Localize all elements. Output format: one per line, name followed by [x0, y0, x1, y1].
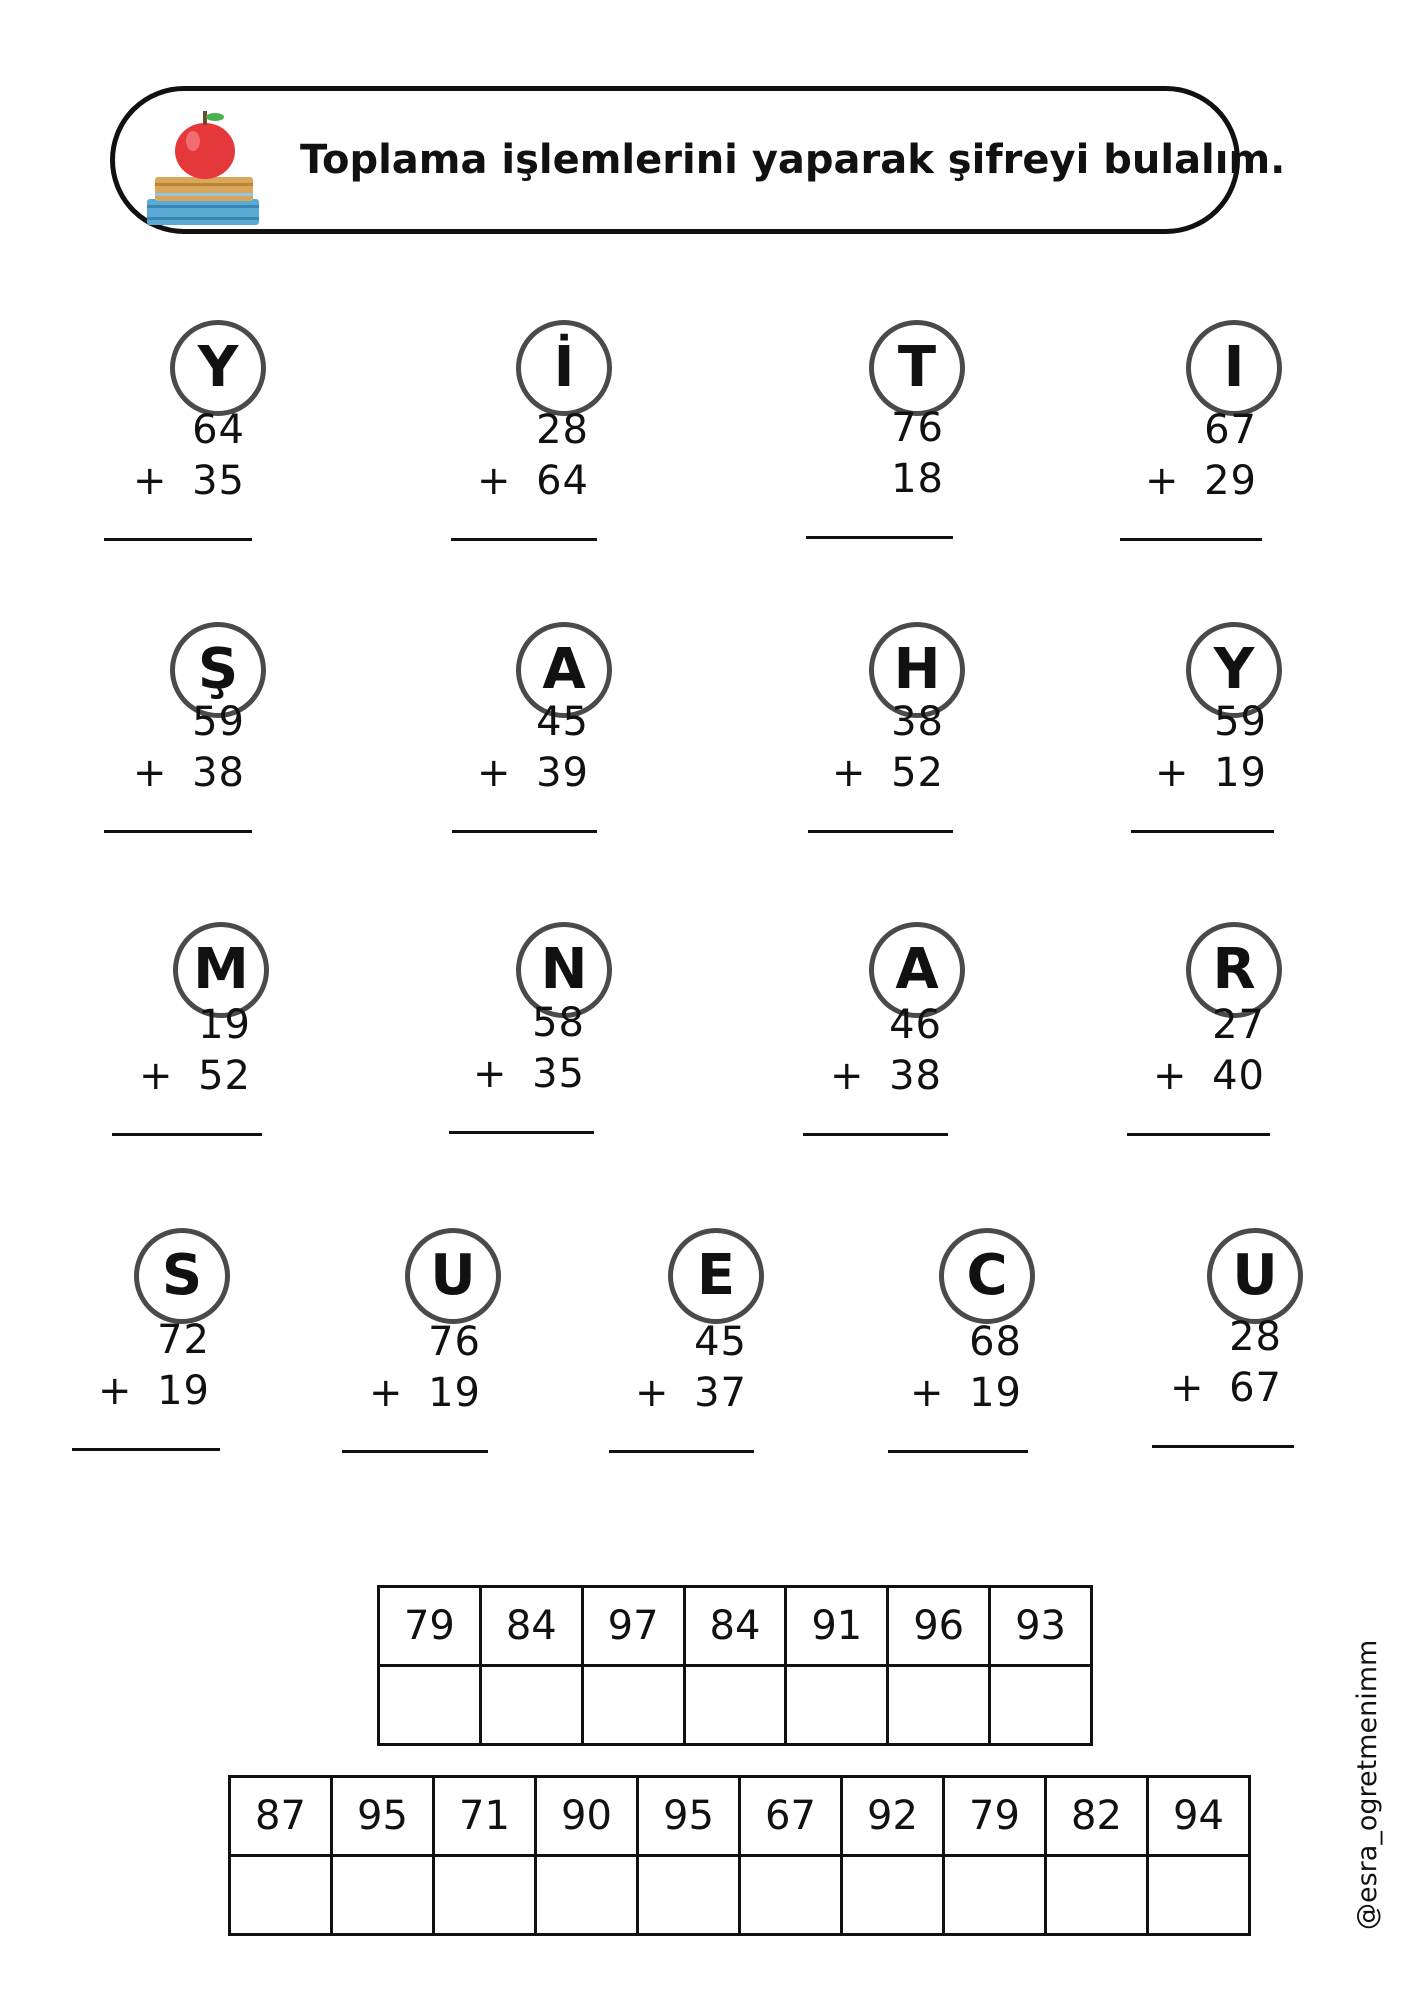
letter-circle: A: [516, 622, 612, 718]
addend-top: 27: [1212, 1002, 1265, 1048]
addend-bottom: 37: [694, 1370, 747, 1416]
plus-sign: +: [1155, 750, 1189, 796]
code-number-cell: 84: [684, 1587, 786, 1666]
plus-sign: +: [832, 750, 866, 796]
addend-bottom: 18: [891, 456, 944, 502]
answer-line: [1127, 1133, 1270, 1136]
code-number-cell: 82: [1046, 1777, 1148, 1856]
addend-bottom: 19: [969, 1370, 1022, 1416]
code-answer-cell[interactable]: [990, 1666, 1092, 1745]
code-answer-cell[interactable]: [944, 1856, 1046, 1935]
addend-top: 28: [1229, 1314, 1282, 1360]
letter-circle: N: [516, 922, 612, 1018]
addend-bottom: 19: [1214, 750, 1267, 796]
letter-circle: H: [869, 622, 965, 718]
code-number-cell: 79: [944, 1777, 1046, 1856]
answer-line: [888, 1450, 1028, 1453]
addend-bottom: 38: [889, 1053, 942, 1099]
addend-bottom: 38: [192, 750, 245, 796]
letter-circle: S: [134, 1228, 230, 1324]
addend-top: 45: [536, 699, 589, 745]
code-number-cell: 94: [1148, 1777, 1250, 1856]
code-table-top: [377, 1585, 1093, 1746]
code-number-cell: 71: [434, 1777, 536, 1856]
code-answer-cell[interactable]: [1148, 1856, 1250, 1935]
code-number-cell: 96: [888, 1587, 990, 1666]
code-answer-cell[interactable]: [480, 1666, 582, 1745]
plus-sign: +: [1153, 1053, 1187, 1099]
code-number-cell: 91: [786, 1587, 888, 1666]
code-answer-cell[interactable]: [536, 1856, 638, 1935]
code-number-cell: 90: [536, 1777, 638, 1856]
plus-sign: +: [1170, 1365, 1204, 1411]
addend-bottom: 67: [1229, 1365, 1282, 1411]
letter-circle: İ: [516, 320, 612, 416]
addend-top: 59: [1214, 699, 1267, 745]
answer-line: [452, 830, 597, 833]
plus-sign: +: [98, 1368, 132, 1414]
addend-top: 28: [536, 407, 589, 453]
letter-circle: Y: [170, 320, 266, 416]
letter-circle: R: [1186, 922, 1282, 1018]
code-answer-cell[interactable]: [230, 1856, 332, 1935]
code-answer-cell[interactable]: [379, 1666, 481, 1745]
code-answer-cell[interactable]: [740, 1856, 842, 1935]
letter-circle: I: [1186, 320, 1282, 416]
answer-line: [609, 1450, 754, 1453]
code-number-cell: 92: [842, 1777, 944, 1856]
addend-bottom: 52: [891, 750, 944, 796]
code-answer-cell[interactable]: [842, 1856, 944, 1935]
plus-sign: +: [477, 458, 511, 504]
letter-circle: C: [939, 1228, 1035, 1324]
plus-sign: +: [133, 458, 167, 504]
plus-sign: +: [473, 1051, 507, 1097]
credit-handle: @esra_ogretmenimm: [1352, 1639, 1383, 1930]
answer-line: [1120, 538, 1262, 541]
code-number-cell: 93: [990, 1587, 1092, 1666]
code-number-cell: 87: [230, 1777, 332, 1856]
code-answer-cell[interactable]: [888, 1666, 990, 1745]
addend-bottom: 52: [198, 1053, 251, 1099]
addend-top: 76: [891, 405, 944, 451]
plus-sign: +: [133, 750, 167, 796]
page-title: Toplama işlemlerini yaparak şifreyi bulalım.: [300, 137, 1286, 183]
code-number-cell: 67: [740, 1777, 842, 1856]
plus-sign: +: [830, 1053, 864, 1099]
addend-bottom: 39: [536, 750, 589, 796]
letter-circle: T: [869, 320, 965, 416]
addend-top: 58: [532, 1000, 585, 1046]
answer-line: [451, 538, 597, 541]
addend-top: 68: [969, 1319, 1022, 1365]
answer-line: [112, 1133, 262, 1136]
code-answer-cell[interactable]: [684, 1666, 786, 1745]
addend-bottom: 19: [428, 1370, 481, 1416]
addend-bottom: 19: [157, 1368, 210, 1414]
addend-bottom: 64: [536, 458, 589, 504]
addend-top: 38: [891, 699, 944, 745]
answer-line: [806, 536, 953, 539]
plus-sign: +: [910, 1370, 944, 1416]
answer-line: [104, 538, 252, 541]
addend-top: 59: [192, 699, 245, 745]
code-answer-cell[interactable]: [332, 1856, 434, 1935]
plus-sign: +: [139, 1053, 173, 1099]
code-answer-cell[interactable]: [1046, 1856, 1148, 1935]
answer-line: [104, 830, 252, 833]
answer-line: [449, 1131, 594, 1134]
addend-top: 64: [192, 407, 245, 453]
addend-bottom: 29: [1204, 458, 1257, 504]
addend-top: 72: [157, 1317, 210, 1363]
letter-circle: U: [1207, 1228, 1303, 1324]
code-answer-cell[interactable]: [582, 1666, 684, 1745]
letter-circle: E: [668, 1228, 764, 1324]
plus-sign: +: [635, 1370, 669, 1416]
addend-bottom: 40: [1212, 1053, 1265, 1099]
apple-on-books-icon: [141, 99, 265, 229]
code-number-cell: 84: [480, 1587, 582, 1666]
addend-top: 67: [1204, 407, 1257, 453]
answer-line: [1152, 1445, 1294, 1448]
plus-sign: +: [477, 750, 511, 796]
letter-circle: A: [869, 922, 965, 1018]
addend-bottom: 35: [192, 458, 245, 504]
addend-top: 76: [428, 1319, 481, 1365]
answer-line: [1131, 830, 1274, 833]
addend-top: 46: [889, 1002, 942, 1048]
answer-line: [803, 1133, 948, 1136]
code-answer-cell[interactable]: [434, 1856, 536, 1935]
letter-circle: U: [405, 1228, 501, 1324]
addend-top: 45: [694, 1319, 747, 1365]
answer-line: [808, 830, 953, 833]
plus-sign: +: [1145, 458, 1179, 504]
plus-sign: +: [369, 1370, 403, 1416]
letter-circle: Ş: [170, 622, 266, 718]
letter-circle: M: [173, 922, 269, 1018]
code-number-cell: 79: [379, 1587, 481, 1666]
code-number-cell: 95: [332, 1777, 434, 1856]
title-banner: [110, 86, 1286, 234]
code-answer-cell[interactable]: [786, 1666, 888, 1745]
code-answer-cell[interactable]: [638, 1856, 740, 1935]
code-number-cell: 95: [638, 1777, 740, 1856]
code-number-cell: 97: [582, 1587, 684, 1666]
letter-circle: Y: [1186, 622, 1282, 718]
answer-line: [72, 1448, 220, 1451]
addend-bottom: 35: [532, 1051, 585, 1097]
addend-top: 19: [198, 1002, 251, 1048]
code-table-bottom: [228, 1775, 1251, 1936]
answer-line: [342, 1450, 488, 1453]
